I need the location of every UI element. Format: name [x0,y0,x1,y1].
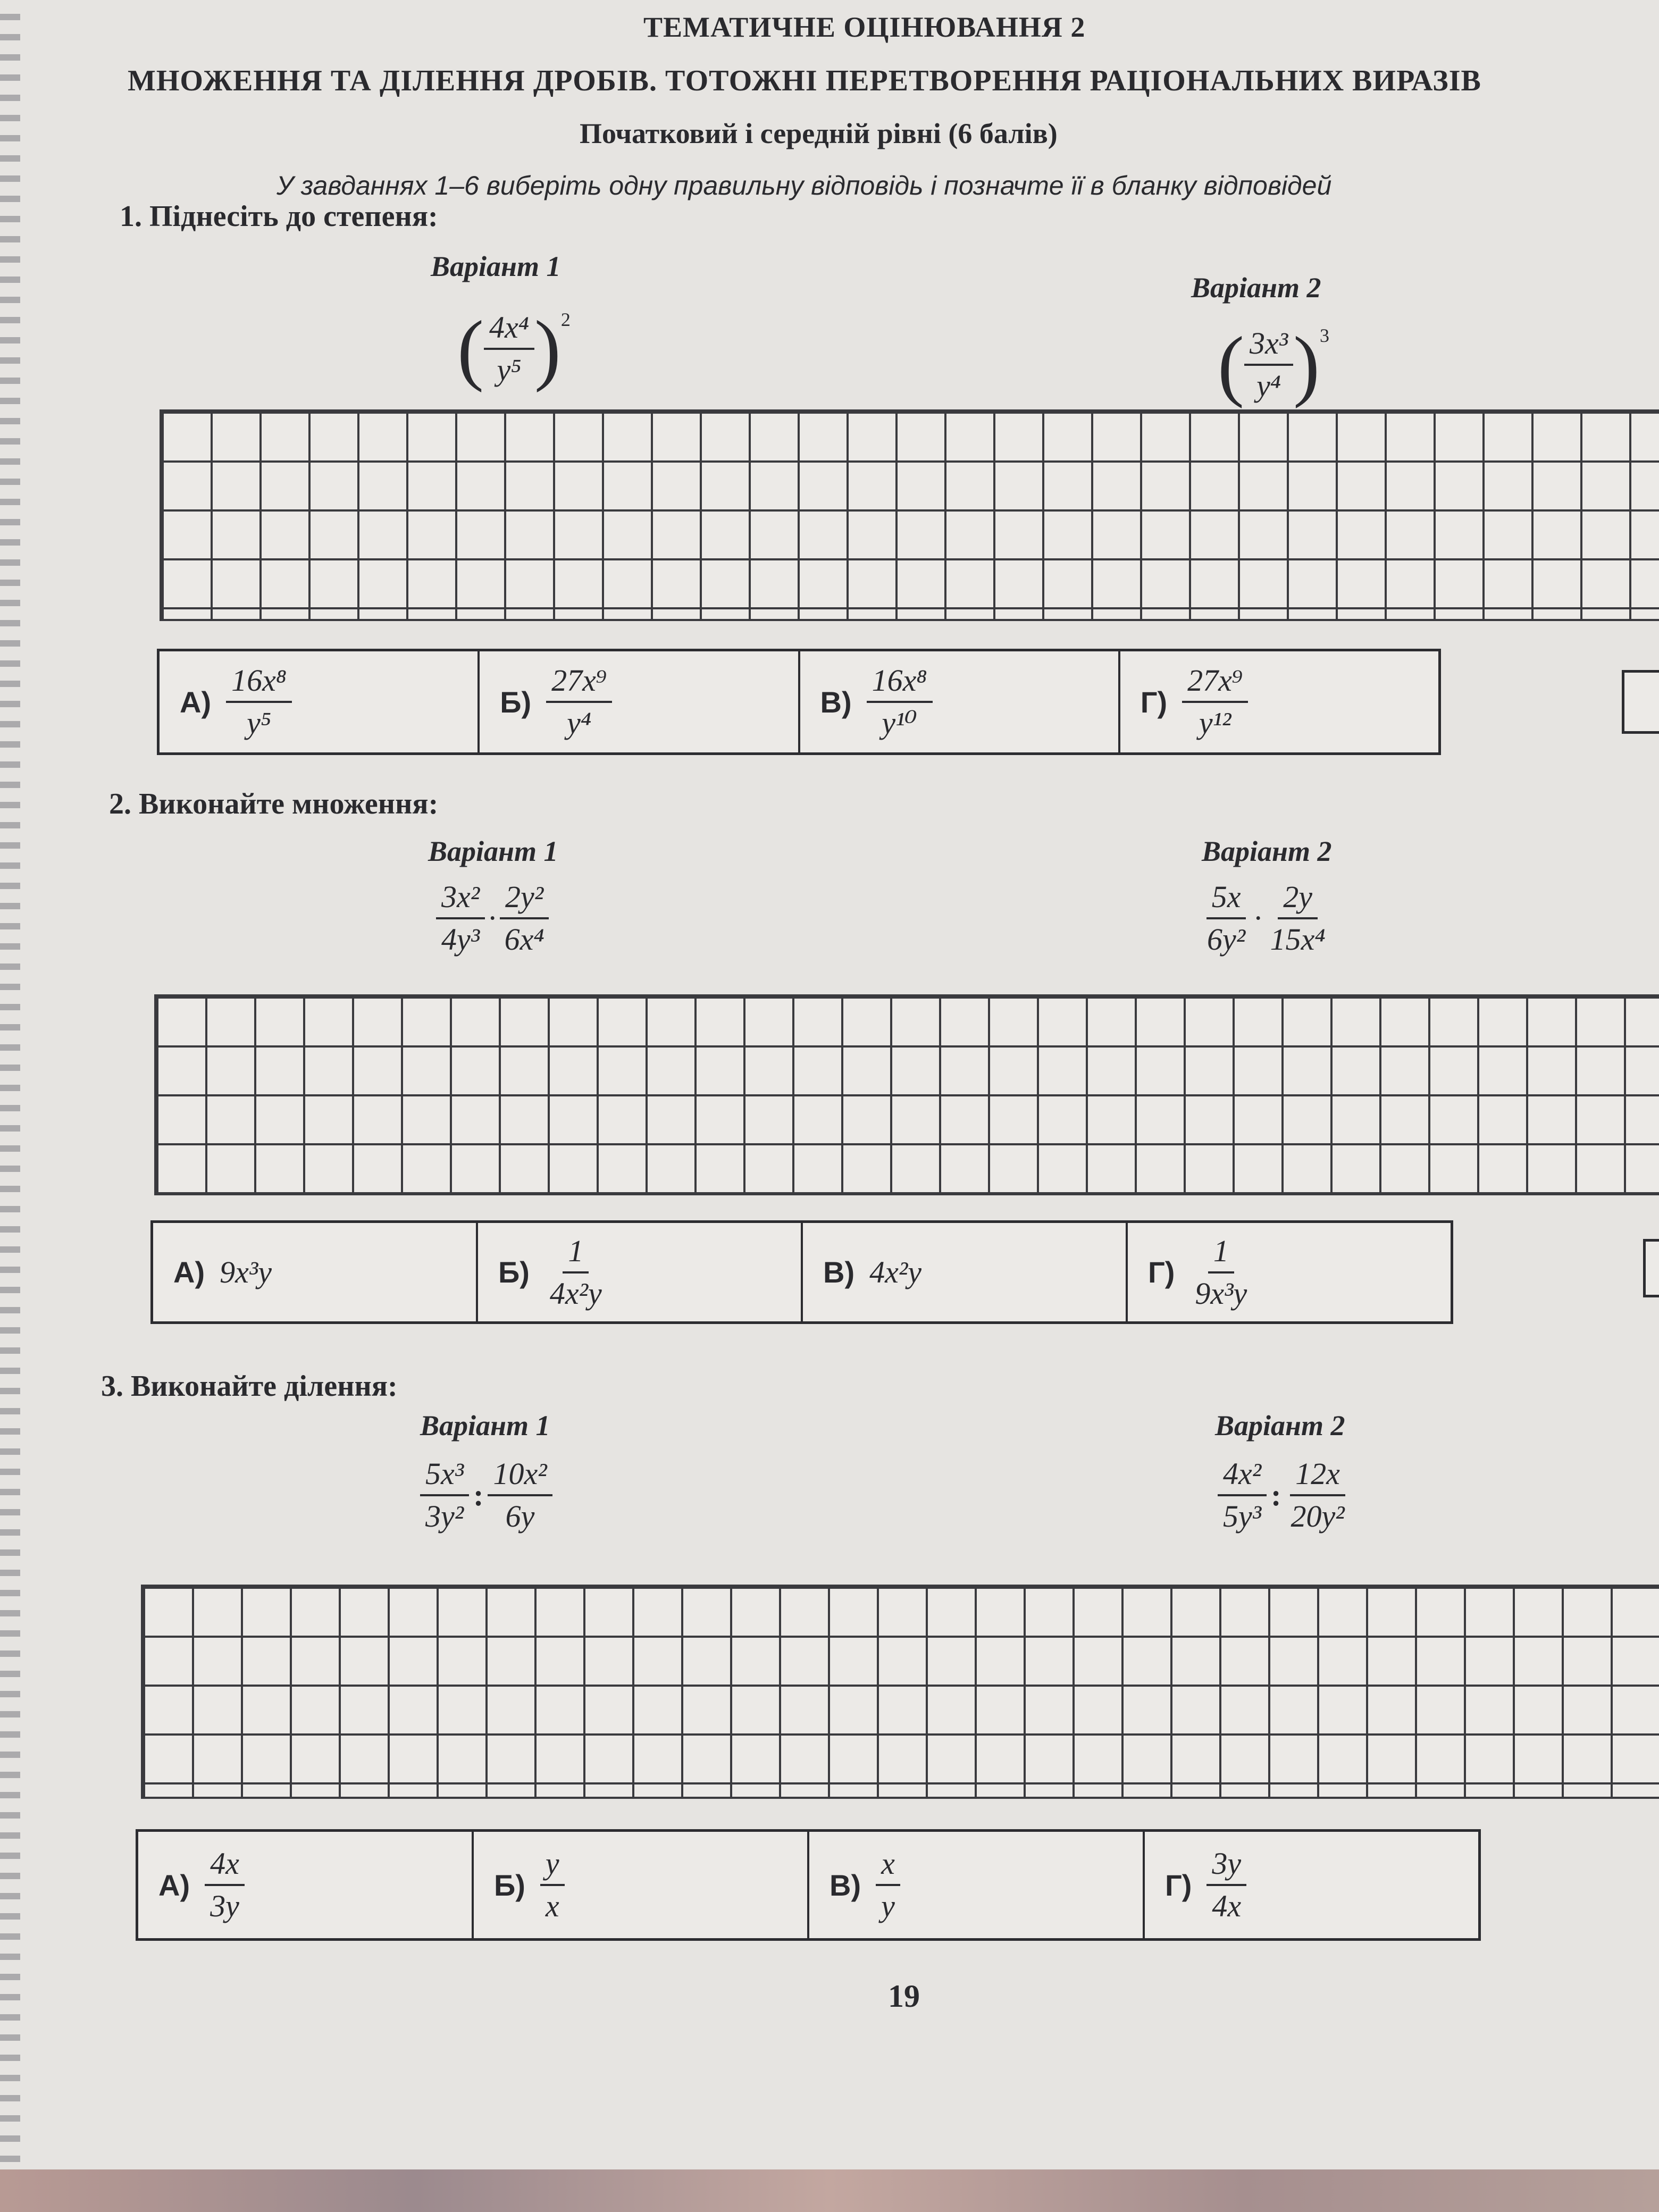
option-label: А) [158,1868,190,1902]
operator: : [1271,1478,1281,1513]
numerator: 3x² [436,880,485,919]
exponent: 3 [1320,325,1330,346]
numerator: 4x [205,1847,245,1886]
denominator: 3y² [425,1498,464,1534]
task-1-v2-fraction [1244,326,1293,403]
denominator: x [545,1889,559,1923]
numerator: 4x² [1218,1457,1267,1496]
denominator: 20y² [1291,1498,1345,1534]
task-1-heading: 1. Піднесіть до степеня: [120,200,438,233]
task-3-option-g[interactable] [1145,1832,1478,1938]
numerator: 1 [563,1234,589,1273]
task-3-variant2-label: Варіант 2 [1215,1410,1345,1442]
option-label: Б) [498,1255,530,1289]
task-3-option-v[interactable] [809,1832,1145,1938]
denominator: y⁴ [1256,368,1281,403]
numerator: 27x⁹ [1182,664,1248,703]
numerator: 2y [1278,880,1318,919]
denominator: 4x²y [549,1276,602,1311]
task-3-variant2-expression [1218,1457,1350,1534]
denominator: 4y³ [441,921,480,957]
task-1-variant1-label: Варіант 1 [431,250,561,282]
denominator: 6y [505,1498,535,1534]
denominator: y¹⁰ [882,706,917,740]
option-label: Б) [494,1868,525,1902]
denominator: 15x⁴ [1270,921,1326,957]
exponent: 2 [560,309,571,330]
option-label: А) [180,685,212,719]
task-2-answer-box[interactable] [1643,1239,1659,1297]
task-3-variant1-expression [420,1457,552,1534]
denominator: 4x [1212,1889,1242,1923]
denominator: y⁵ [247,706,272,740]
task-1-variant2-label: Варіант 2 [1191,272,1321,304]
open-paren: ( [1218,321,1244,409]
denominator: 6y² [1207,921,1246,957]
task-3-heading: 3. Виконайте ділення: [101,1370,398,1403]
numerator: x [876,1847,900,1886]
option-label: Г) [1140,685,1168,719]
denominator: 3y [210,1889,239,1923]
task-1-v1-fraction [484,311,534,387]
task-2-option-a[interactable] [153,1223,478,1321]
numerator: 27x⁹ [546,664,612,703]
option-value: 9x³y [220,1255,272,1289]
option-label: Г) [1148,1255,1175,1289]
task-1-answer-box[interactable] [1622,670,1659,734]
numerator: 2y² [500,880,549,919]
task-3-option-a[interactable] [138,1832,474,1938]
numerator: 5x [1206,880,1246,919]
denominator: y⁴ [567,706,592,740]
task-2-variant2-label: Варіант 2 [1202,835,1332,867]
numerator: 3x³ [1244,326,1293,366]
tablecloth-background [0,2169,1659,2212]
task-1-option-b[interactable] [480,651,800,752]
task-1-option-v[interactable] [800,651,1120,752]
option-label: А) [173,1255,205,1289]
task-1-option-a[interactable] [160,651,480,752]
close-paren: ) [1293,321,1320,409]
task-1-answer-row [157,649,1441,755]
task-3-option-b[interactable] [474,1832,809,1938]
perforated-edge [0,0,20,2169]
level-subtitle: Початковий і середній рівні (6 балів) [580,118,1058,149]
operator: · [1254,901,1262,936]
task-2-option-g[interactable] [1128,1223,1451,1321]
option-label: В) [820,685,852,719]
option-label: В) [823,1255,855,1289]
task-2-heading: 2. Виконайте множення: [109,787,439,820]
numerator: 3y [1206,1847,1246,1886]
denominator: y¹² [1199,706,1231,740]
denominator: 6x⁴ [504,921,544,957]
task-2-answer-row [150,1220,1453,1324]
denominator: 5y³ [1223,1498,1262,1534]
denominator: y⁵ [497,353,522,387]
task-2-work-grid[interactable] [154,994,1659,1195]
operator: · [488,901,496,936]
numerator: 12x [1290,1457,1345,1496]
instructions-text: У завданнях 1–6 виберіть одну правильну відповідь і позначте її в бланку відповідей [276,171,1332,200]
numerator: 10x² [488,1457,552,1496]
numerator: 5x³ [420,1457,469,1496]
denominator: y [881,1889,895,1923]
numerator: 16x⁸ [867,664,933,703]
task-1-variant2-expression [1218,319,1329,410]
worksheet-title: ТЕМАТИЧНЕ ОЦІНЮВАННЯ 2 [643,11,1086,43]
numerator: y [540,1847,565,1886]
option-value: 4x²y [869,1255,921,1289]
task-3-variant1-label: Варіант 1 [420,1410,550,1442]
task-3-work-grid[interactable] [141,1585,1659,1799]
option-label: Б) [500,685,532,719]
option-label: В) [830,1868,861,1902]
task-2-option-v[interactable] [803,1223,1128,1321]
task-1-option-g[interactable] [1120,651,1438,752]
page-number: 19 [888,1979,920,2014]
option-label: Г) [1165,1868,1192,1902]
task-3-answer-row [136,1829,1481,1941]
numerator: 16x⁸ [226,664,292,703]
numerator: 1 [1208,1234,1234,1273]
denominator: 9x³y [1195,1276,1247,1311]
worksheet-topic: МНОЖЕННЯ ТА ДІЛЕННЯ ДРОБІВ. ТОТОЖНІ ПЕРЕТВОРЕННЯ РАЦІОНАЛЬНИХ ВИРАЗІВ [128,64,1481,97]
open-paren: ( [457,305,484,393]
task-2-option-b[interactable] [478,1223,803,1321]
task-1-variant1-expression [457,303,571,395]
operator: : [473,1478,484,1513]
close-paren: ) [534,305,561,393]
numerator: 4x⁴ [484,311,534,350]
task-1-work-grid[interactable] [160,409,1659,621]
task-2-variant1-label: Варіант 1 [428,835,558,867]
task-2-variant2-expression [1202,880,1331,957]
task-2-variant1-expression [436,880,550,957]
